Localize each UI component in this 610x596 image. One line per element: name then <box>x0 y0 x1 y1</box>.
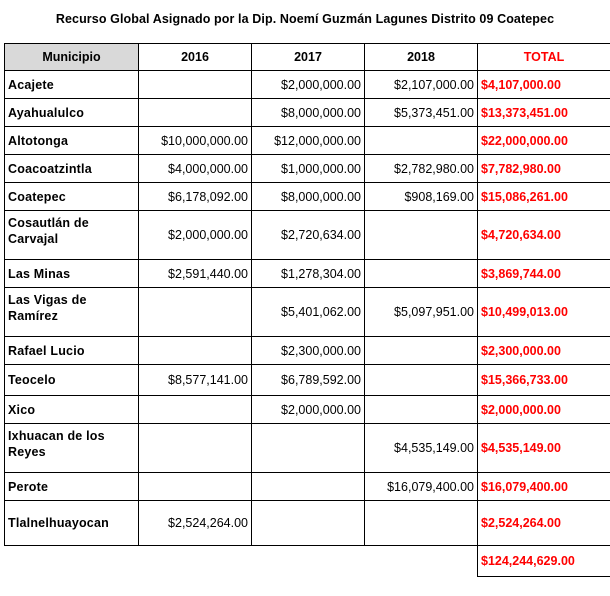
municipio-cell: Las Vigas de Ramírez <box>5 288 139 337</box>
municipio-cell: Tlalnelhuayocan <box>5 501 139 546</box>
municipio-cell: Teocelo <box>5 365 139 396</box>
value-2018 <box>365 127 478 155</box>
value-2017: $2,000,000.00 <box>252 396 365 424</box>
table-row <box>5 424 610 473</box>
value-2016: $10,000,000.00 <box>139 127 252 155</box>
value-2016 <box>139 288 252 337</box>
value-total: $4,720,634.00 <box>478 211 610 260</box>
header-total: TOTAL <box>478 44 610 71</box>
value-2017: $8,000,000.00 <box>252 99 365 127</box>
table-row <box>5 337 610 365</box>
value-2017: $5,401,062.00 <box>252 288 365 337</box>
table-row <box>5 71 610 99</box>
value-total: $4,535,149.00 <box>478 424 610 473</box>
municipio-cell: Ayahualulco <box>5 99 139 127</box>
table-row <box>5 396 610 424</box>
page-title: Recurso Global Asignado por la Dip. Noemí Guzmán Lagunes Distrito 09 Coatepec <box>55 12 555 26</box>
table-row <box>5 211 610 260</box>
municipio-cell: Perote <box>5 473 139 501</box>
municipio-cell: Ixhuacan de los Reyes <box>5 424 139 473</box>
value-2018: $2,107,000.00 <box>365 71 478 99</box>
header-municipio: Municipio <box>5 44 139 71</box>
value-2016: $2,000,000.00 <box>139 211 252 260</box>
value-2016 <box>139 473 252 501</box>
value-2018: $5,097,951.00 <box>365 288 478 337</box>
table-row <box>5 501 610 546</box>
value-2017 <box>252 424 365 473</box>
value-total: $22,000,000.00 <box>478 127 610 155</box>
municipio-cell: Coacoatzintla <box>5 155 139 183</box>
municipio-cell: Las Minas <box>5 260 139 288</box>
value-total: $15,086,261.00 <box>478 183 610 211</box>
allocation-table <box>4 43 610 577</box>
value-total: $2,524,264.00 <box>478 501 610 546</box>
value-total: $2,000,000.00 <box>478 396 610 424</box>
table-row <box>5 260 610 288</box>
empty-cell <box>252 546 365 577</box>
value-2018 <box>365 365 478 396</box>
value-2018: $5,373,451.00 <box>365 99 478 127</box>
value-2016: $2,591,440.00 <box>139 260 252 288</box>
municipio-cell: Coatepec <box>5 183 139 211</box>
empty-cell <box>5 546 139 577</box>
value-2016: $4,000,000.00 <box>139 155 252 183</box>
value-2018 <box>365 337 478 365</box>
value-2018 <box>365 211 478 260</box>
table-row <box>5 288 610 337</box>
header-2018: 2018 <box>365 44 478 71</box>
value-2016 <box>139 99 252 127</box>
value-2017: $12,000,000.00 <box>252 127 365 155</box>
value-2016: $2,524,264.00 <box>139 501 252 546</box>
empty-cell <box>365 546 478 577</box>
value-2017: $6,789,592.00 <box>252 365 365 396</box>
table-row <box>5 99 610 127</box>
value-2016 <box>139 424 252 473</box>
municipio-cell: Xico <box>5 396 139 424</box>
value-total: $7,782,980.00 <box>478 155 610 183</box>
value-total: $15,366,733.00 <box>478 365 610 396</box>
table-row <box>5 155 610 183</box>
value-2017: $2,720,634.00 <box>252 211 365 260</box>
value-2018: $4,535,149.00 <box>365 424 478 473</box>
value-2018 <box>365 260 478 288</box>
header-row <box>5 44 610 71</box>
value-2017 <box>252 473 365 501</box>
value-2017: $1,000,000.00 <box>252 155 365 183</box>
value-total: $3,869,744.00 <box>478 260 610 288</box>
value-2016 <box>139 337 252 365</box>
municipio-cell: Cosautlán de Carvajal <box>5 211 139 260</box>
table-row <box>5 365 610 396</box>
value-total: $16,079,400.00 <box>478 473 610 501</box>
value-2018: $16,079,400.00 <box>365 473 478 501</box>
table-row <box>5 473 610 501</box>
municipio-cell: Altotonga <box>5 127 139 155</box>
header-2017: 2017 <box>252 44 365 71</box>
value-2017: $2,000,000.00 <box>252 71 365 99</box>
grand-total-value: $124,244,629.00 <box>478 546 610 577</box>
value-2018: $2,782,980.00 <box>365 155 478 183</box>
empty-cell <box>139 546 252 577</box>
value-2018: $908,169.00 <box>365 183 478 211</box>
table-row <box>5 183 610 211</box>
value-2017: $1,278,304.00 <box>252 260 365 288</box>
grand-total-row <box>5 546 610 577</box>
table-row <box>5 127 610 155</box>
value-total: $2,300,000.00 <box>478 337 610 365</box>
value-2018 <box>365 501 478 546</box>
value-total: $4,107,000.00 <box>478 71 610 99</box>
value-2016: $8,577,141.00 <box>139 365 252 396</box>
value-2017: $8,000,000.00 <box>252 183 365 211</box>
value-2016 <box>139 396 252 424</box>
value-2017 <box>252 501 365 546</box>
municipio-cell: Rafael Lucio <box>5 337 139 365</box>
value-total: $10,499,013.00 <box>478 288 610 337</box>
value-2017: $2,300,000.00 <box>252 337 365 365</box>
value-2016: $6,178,092.00 <box>139 183 252 211</box>
value-2018 <box>365 396 478 424</box>
value-total: $13,373,451.00 <box>478 99 610 127</box>
value-2016 <box>139 71 252 99</box>
municipio-cell: Acajete <box>5 71 139 99</box>
header-2016: 2016 <box>139 44 252 71</box>
